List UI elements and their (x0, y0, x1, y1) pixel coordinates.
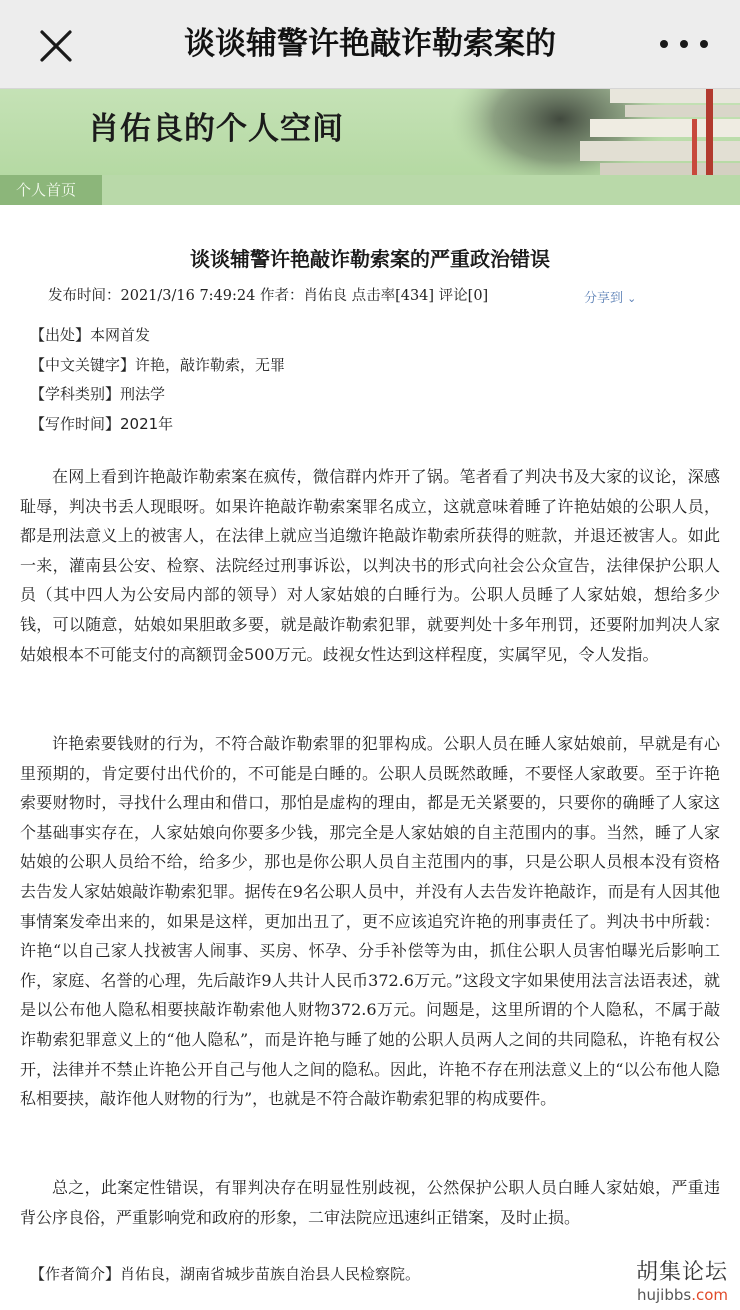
field-source: 【出处】本网首发 (30, 326, 151, 344)
blog-name: 肖佑良的个人空间 (88, 111, 344, 147)
field-keywords: 【中文关键字】许艳，敲诈勒索，无罪 (30, 355, 286, 374)
more-dots-icon[interactable] (654, 28, 714, 60)
blog-banner (0, 89, 740, 175)
article-paragraph: 总之，此案定性错误，有罪判决存在明显性别歧视，公然保护公职人员白睡人家姑娘，严重违背公序良俗，严重影响党和政府的形象，二审法院应迅速纠正错案，及时止损。 (20, 1178, 720, 1227)
article-paragraph: 许艳索要钱财的行为，不符合敲诈勒索罪的犯罪构成。公职人员在睡人家姑娘前，早就是有心里预期的，肯定要付出代价的，不可能是白睡的。公职人员既然敢睡，不要怪人家敢要。至于许艳索要财物时，寻找什么理由和借口，那怕是虚构的理由，都是无关紧要的，只要你的确睡了人家这个基础事实存在，人家姑娘向你要多少钱，那完全是人家姑娘的自主范围内的事。当然，睡了人家姑娘的公职人员给不给，给多少，那也是你公职人员自主范围内的事，只是公职人员根本没有资格去告发人家姑娘敲诈勒索犯罪。据传在9名公职人员中，并没有人去告发许艳敲诈，而是有人因其他事情案发牵出来的，如果是这样，更加出丑了，更不应该追究许艳的刑事责任了。判决书中所载：许艳“以自己家人找被害人闹事、买房、怀孕、分手补偿等为由，抓住公职人员害怕曝光后影响工作，家庭、名誉的心理，先后敲诈9人共计人民币372.6万元。”这段文字如果使用法言法语表述，就是以公布他人隐私相要挟敲诈勒索他人财物372.6万元。问题是，这里所谓的个人隐私，不属于敲诈勒索犯罪意义上的“他人隐私”，而是许艳与睡了她的公职人员两人之间的共同隐私，许艳有权公开，法律并不禁止许艳公开自己与他人之间的隐私。因此，许艳不存在刑法意义上的“以公布他人隐私相要挟，敲诈他人财物的行为”，也就是不符合敲诈勒索犯罪的构成要件。 (20, 734, 720, 1109)
watermark-url (636, 1286, 728, 1304)
blog-nav-strip (0, 175, 740, 205)
page-title: 谈谈辅警许艳敲诈勒索案的 (184, 26, 556, 62)
share-label: 分享到 (584, 291, 624, 306)
article-fields (30, 321, 720, 439)
article-title: 谈谈辅警许艳敲诈勒索案的严重政治错误 (190, 247, 550, 271)
article-paragraph: 在网上看到许艳敲诈勒索案在疯传，微信群内炸开了锅。笔者看了判决书及大家的议论，深感耻辱，判决书丢人现眼呀。如果许艳敲诈勒索案罪名成立，这就意味着睡了许艳姑娘的公职人员，都是刑法意义上的被害人，在法律上就应当追缴许艳敲诈勒索所获得的赃款，并退还被害人。如此一来，灌南县公安、检察、法院经过刑事诉讼，以判决书的形式向社会公众宣告，法律保护公职人员（其中四人为公安局内部的领导）对人家姑娘的白睡行为。公职人员睡了人家姑娘，想给多少钱，可以随意，姑娘如果胆敢多要，就是敲诈勒索犯罪，就要判处十多年刑罚，还要附加判决人家姑娘根本不可能支付的高额罚金500万元。歧视女性达到这样程度，实属罕见，令人发指。 (20, 467, 720, 664)
watermark-url-prefix: hujibbs (636, 1286, 692, 1304)
chevron-down-icon: ⌄ (627, 292, 637, 305)
article (0, 205, 740, 1310)
books-decoration-icon (440, 89, 740, 175)
article-meta: 发布时间：2021/3/16 7:49:24 作者：肖佑良 点击率[434] 评论[0] (48, 288, 489, 304)
top-navigation-bar (0, 0, 740, 89)
watermark-name: 胡集论坛 (635, 1260, 728, 1285)
nav-strip-background (102, 175, 740, 205)
watermark-url-suffix: .com (691, 1286, 728, 1304)
site-watermark (636, 1255, 728, 1304)
share-button[interactable] (584, 287, 636, 306)
field-written-time: 【写作时间】2021年 (30, 414, 174, 433)
field-category: 【学科类别】刑法学 (30, 385, 166, 403)
nav-tab-home[interactable]: 个人首页 (0, 175, 102, 205)
author-bio: 【作者简介】肖佑良，湖南省城步苗族自治县人民检察院。 (30, 1265, 421, 1283)
close-icon[interactable] (36, 26, 76, 66)
